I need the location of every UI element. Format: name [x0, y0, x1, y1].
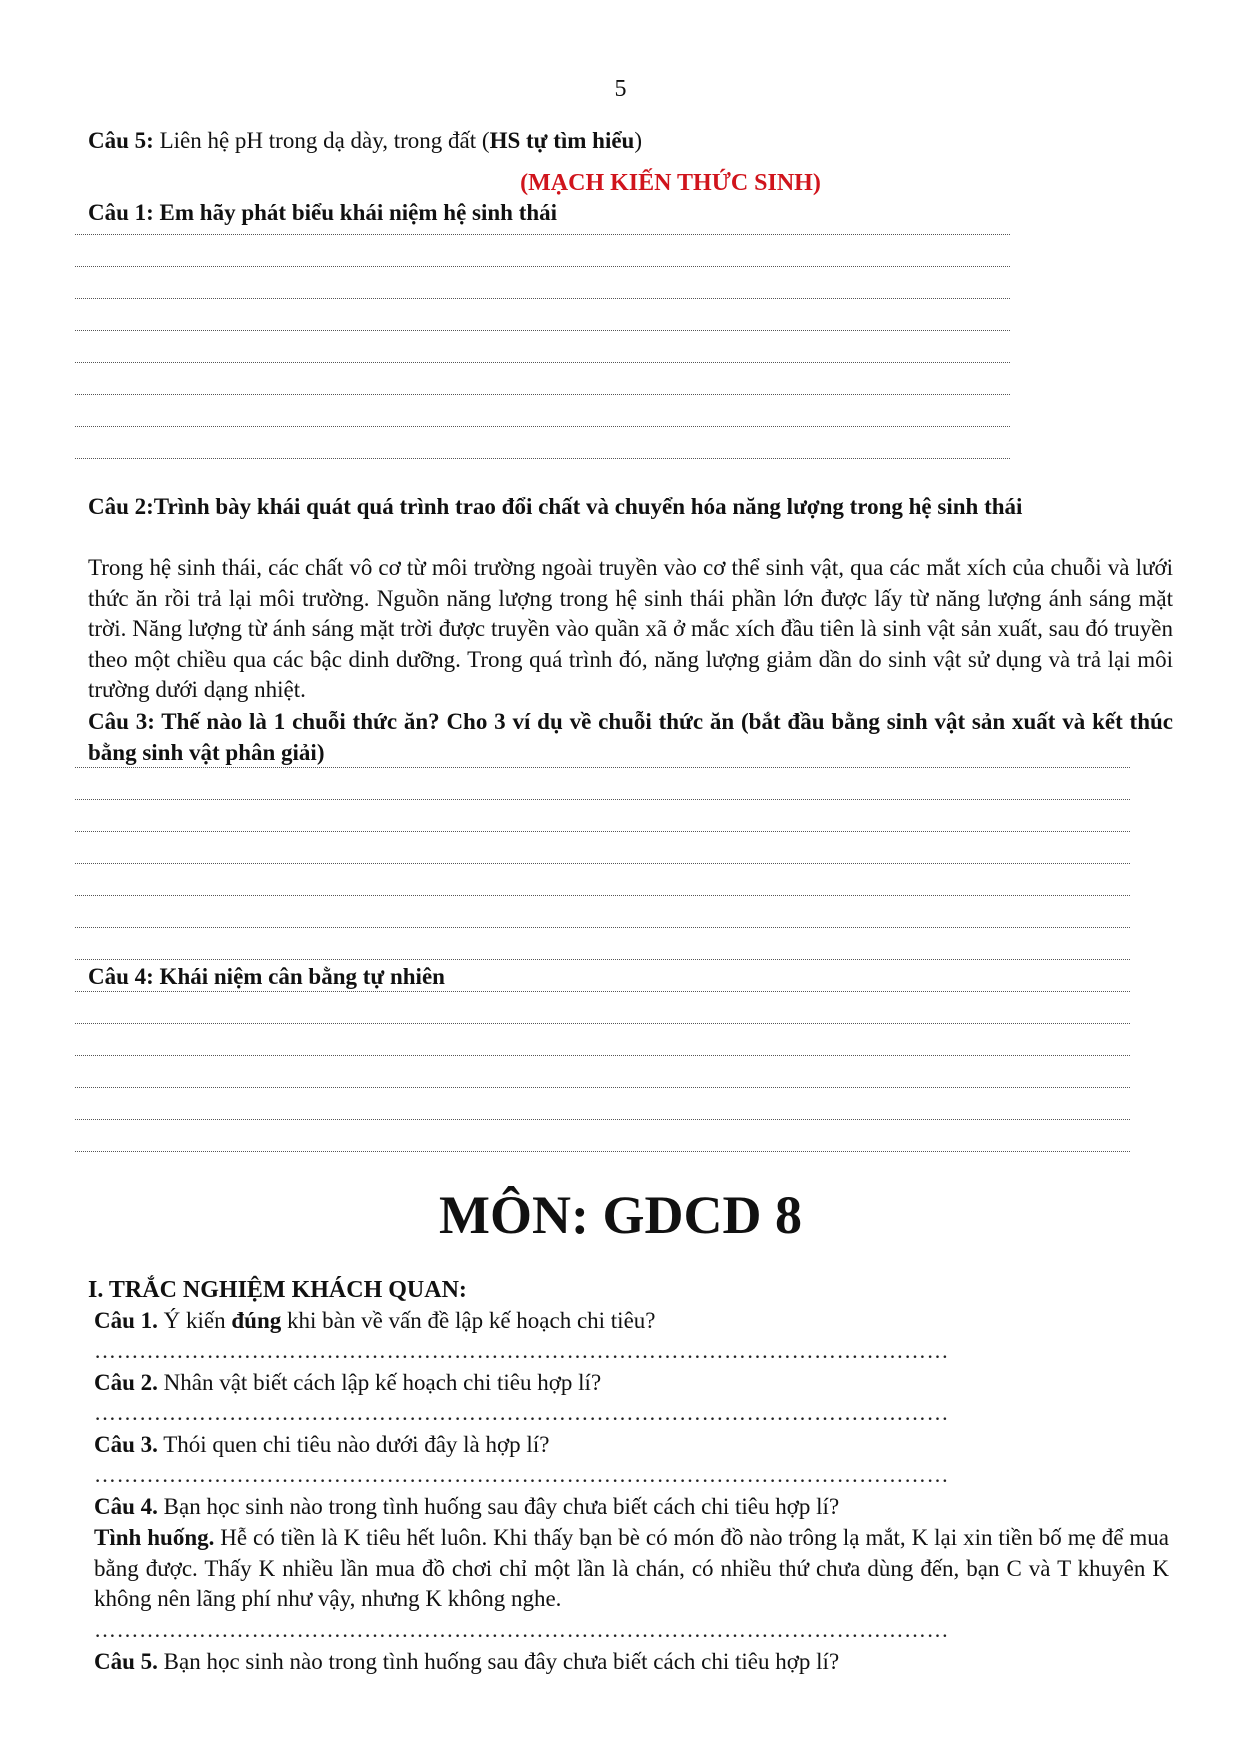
- answer-line: [75, 895, 1130, 896]
- section-heading: I. TRẮC NGHIỆM KHÁCH QUAN:: [88, 1277, 467, 1303]
- civics-question-1: [94, 1306, 656, 1336]
- question-label: Câu 1.: [94, 1308, 158, 1333]
- question-label: Câu 5:: [88, 128, 154, 153]
- answer-dots: ……………………………………………………………………………………………………: [94, 1400, 949, 1425]
- bio-question-4: Câu 4: Khái niệm cân bằng tự nhiên: [88, 964, 445, 989]
- question-label: Câu 3.: [94, 1432, 158, 1457]
- answer-line: [75, 959, 1130, 960]
- answer-dots: ……………………………………………………………………………………………………: [94, 1338, 949, 1363]
- answer-line: [75, 298, 1010, 299]
- civics-question-5: [94, 1647, 839, 1677]
- answer-line: [75, 1023, 1130, 1024]
- answer-dots: ……………………………………………………………………………………………………: [94, 1617, 949, 1642]
- civics-question-4: [94, 1492, 839, 1522]
- answer-line: [75, 234, 1010, 235]
- situation-text: Hễ có tiền là K tiêu hết luôn. Khi thấy bạn bè có món đồ nào trông lạ mắt, K lại xin tiền bố mẹ để mua bằng được. Thấy K nhiều lần mua đồ chơi chỉ một lần là chán, có nhiều thứ chưa dùng đến, bạn C và T khuyên K không nên lãng phí như vậy, nhưng K không nghe.: [94, 1525, 1169, 1611]
- answer-dots: ……………………………………………………………………………………………………: [94, 1462, 949, 1487]
- answer-line: [75, 927, 1130, 928]
- subject-title: MÔN: GDCD 8: [439, 1185, 802, 1245]
- question-emphasis: HS tự tìm hiểu: [489, 128, 635, 153]
- question-label: Câu 5.: [94, 1649, 158, 1674]
- question-label: Câu 4.: [94, 1494, 158, 1519]
- question-text: Bạn học sinh nào trong tình huống sau đây chưa biết cách chi tiêu hợp lí?: [157, 1649, 840, 1674]
- answer-line: [75, 767, 1130, 768]
- question-text-end: ): [634, 128, 643, 153]
- answer-line: [75, 362, 1010, 363]
- question-emphasis: đúng: [231, 1308, 282, 1333]
- question-label: Câu 2.: [94, 1370, 158, 1395]
- answer-line: [75, 1055, 1130, 1056]
- answer-line: [75, 458, 1010, 459]
- answer-line: [75, 266, 1010, 267]
- bio-question-3: Câu 3: Thế nào là 1 chuỗi thức ăn? Cho 3 ví dụ về chuỗi thức ăn (bắt đầu bằng sinh vật sản xuất và kết thúc bằng sinh vật phân giải): [88, 709, 1173, 765]
- question-text: Bạn học sinh nào trong tình huống sau đây chưa biết cách chi tiêu hợp lí?: [157, 1494, 840, 1519]
- question-text-end: khi bàn về vấn đề lập kế hoạch chi tiêu?: [281, 1308, 656, 1333]
- answer-line: [75, 799, 1130, 800]
- situation-label: Tình huống.: [94, 1525, 215, 1550]
- chem-question-5: [88, 126, 642, 156]
- answer-line: [75, 330, 1010, 331]
- answer-line: [75, 1151, 1130, 1152]
- civics-question-2: [94, 1368, 601, 1398]
- answer-line: [75, 1119, 1130, 1120]
- answer-line: [75, 426, 1010, 427]
- question-text: Ý kiến: [157, 1308, 232, 1333]
- answer-line: [75, 394, 1010, 395]
- question-text: Thói quen chi tiêu nào dưới đây là hợp lí?: [157, 1432, 550, 1457]
- question-text: Liên hệ pH trong dạ dày, trong đất (: [153, 128, 490, 153]
- biology-heading: (MẠCH KIẾN THỨC SINH): [520, 170, 821, 196]
- civics-question-3: [94, 1430, 549, 1460]
- answer-line: [75, 831, 1130, 832]
- bio-question-1: Câu 1: Em hãy phát biểu khái niệm hệ sinh thái: [88, 200, 558, 225]
- answer-line: [75, 1087, 1130, 1088]
- bio-answer-2: Trong hệ sinh thái, các chất vô cơ từ môi trường ngoài truyền vào cơ thể sinh vật, qua các mắt xích của chuỗi và lưới thức ăn rồi trả lại môi trường. Nguồn năng lượng trong hệ sinh thái phần lớn được lấy từ năng lượng ánh sáng mặt trời. Năng lượng từ ánh sáng mặt trời được truyền vào quần xã ở mắc xích đầu tiên là sinh vật sản xuất, sau đó truyền theo một chiều qua các bậc dinh dưỡng. Trong quá trình đó, năng lượng giảm dần do sinh vật sử dụng và trả lại môi trường dưới dạng nhiệt.: [88, 555, 1173, 702]
- bio-question-2: Câu 2:Trình bày khái quát quá trình trao đổi chất và chuyển hóa năng lượng trong hệ sinh thái: [88, 494, 1023, 519]
- question-text: Nhân vật biết cách lập kế hoạch chi tiêu hợp lí?: [157, 1370, 602, 1395]
- answer-line: [75, 991, 1130, 992]
- situation-paragraph: [94, 1523, 1169, 1615]
- answer-line: [75, 863, 1130, 864]
- page-number: 5: [614, 76, 627, 102]
